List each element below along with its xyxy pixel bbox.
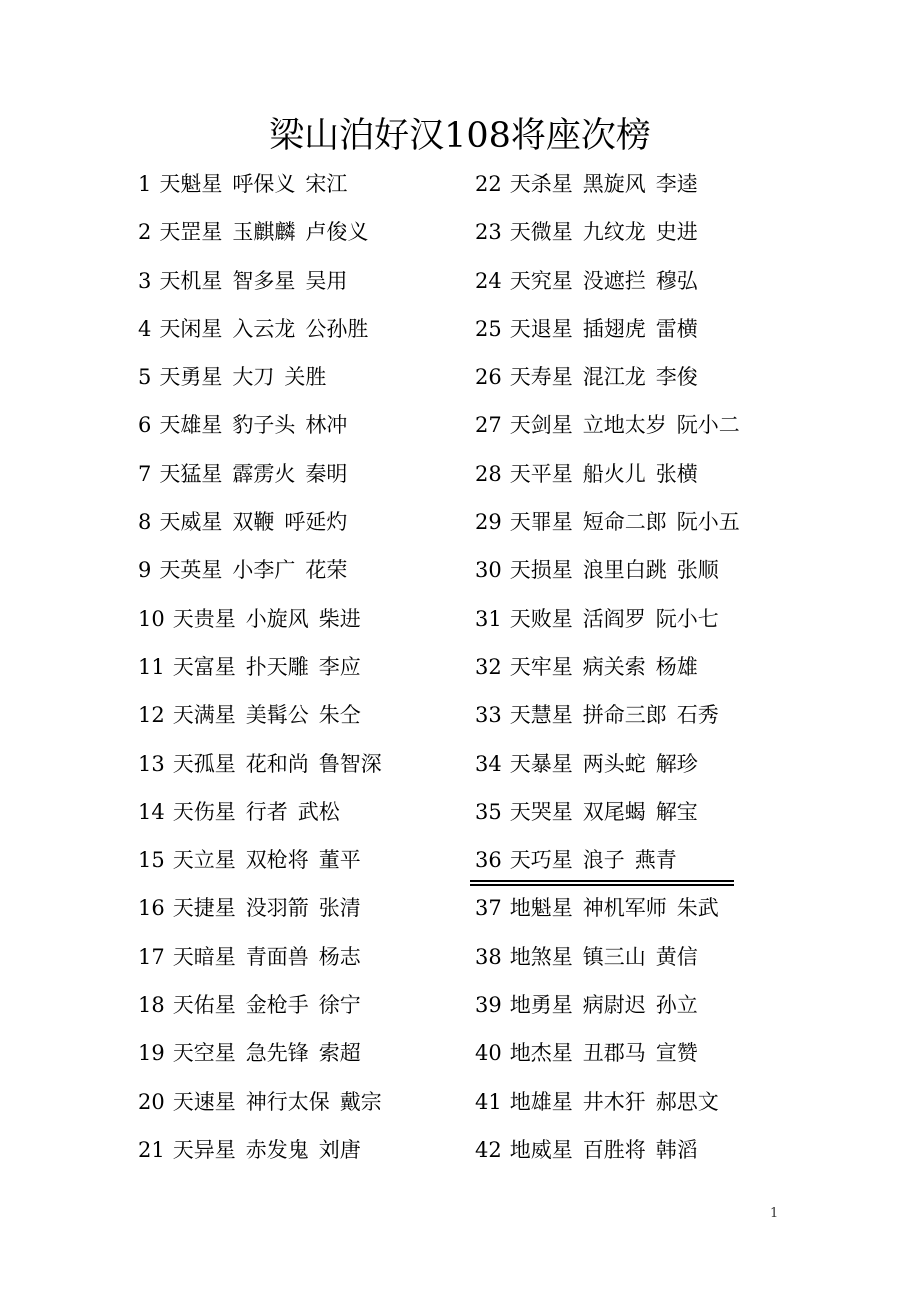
hero-entry <box>475 257 740 305</box>
hero-name: 史进 <box>655 220 698 245</box>
hero-rank: 21 <box>138 1137 165 1162</box>
hero-rank: 28 <box>475 461 502 486</box>
hero-entry <box>138 450 382 498</box>
hero-entry <box>138 643 382 691</box>
hero-name: 宣赞 <box>655 1041 698 1066</box>
hero-nickname: 浪里白跳 <box>582 558 667 583</box>
hero-name: 朱仝 <box>318 703 361 728</box>
hero-name: 呼延灼 <box>284 510 348 535</box>
hero-rank: 19 <box>138 1041 165 1066</box>
hero-name: 朱武 <box>676 896 719 921</box>
hero-rank: 27 <box>475 413 502 438</box>
hero-nickname: 镇三山 <box>582 944 646 969</box>
hero-rank: 17 <box>138 944 165 969</box>
hero-entry <box>138 836 382 884</box>
hero-entry <box>475 933 740 981</box>
hero-entry <box>138 305 382 353</box>
hero-star-title: 天伤星 <box>172 799 236 824</box>
hero-star-title: 天败星 <box>509 606 573 631</box>
hero-entry <box>475 208 740 256</box>
hero-nickname: 神机军师 <box>582 896 667 921</box>
hero-rank: 39 <box>475 993 502 1018</box>
hero-entry <box>475 353 740 401</box>
hero-rank: 9 <box>138 558 152 583</box>
hero-entry <box>475 401 740 449</box>
hero-entry <box>475 160 740 208</box>
hero-rank: 33 <box>475 703 502 728</box>
hero-star-title: 天雄星 <box>159 413 223 438</box>
hero-rank: 35 <box>475 799 502 824</box>
hero-name: 刘唐 <box>318 1137 361 1162</box>
hero-rank: 6 <box>138 413 152 438</box>
hero-nickname: 没遮拦 <box>582 268 646 293</box>
hero-name: 武松 <box>297 799 340 824</box>
hero-nickname: 神行太保 <box>245 1089 330 1114</box>
hero-nickname: 花和尚 <box>245 751 309 776</box>
hero-rank: 34 <box>475 751 502 776</box>
hero-rank: 32 <box>475 654 502 679</box>
hero-rank: 2 <box>138 220 152 245</box>
left-column <box>138 160 382 1174</box>
hero-star-title: 天退星 <box>509 316 573 341</box>
hero-entry <box>475 788 740 836</box>
hero-star-title: 天微星 <box>509 220 573 245</box>
hero-star-title: 天捷星 <box>172 896 236 921</box>
hero-rank: 26 <box>475 365 502 390</box>
hero-nickname: 豹子头 <box>232 413 296 438</box>
hero-name: 黄信 <box>655 944 698 969</box>
hero-star-title: 地勇星 <box>509 993 573 1018</box>
hero-name: 李应 <box>318 654 361 679</box>
hero-entry <box>475 836 740 884</box>
hero-rank: 18 <box>138 993 165 1018</box>
hero-nickname: 双尾蝎 <box>582 799 646 824</box>
hero-rank: 15 <box>138 848 165 873</box>
hero-star-title: 天平星 <box>509 461 573 486</box>
hero-name: 杨志 <box>318 944 361 969</box>
hero-star-title: 天富星 <box>172 654 236 679</box>
hero-nickname: 立地太岁 <box>582 413 667 438</box>
hero-nickname: 病尉迟 <box>582 993 646 1018</box>
hero-nickname: 九纹龙 <box>582 220 646 245</box>
hero-entry <box>475 691 740 739</box>
hero-rank: 5 <box>138 365 152 390</box>
hero-star-title: 天猛星 <box>159 461 223 486</box>
hero-entry <box>138 740 382 788</box>
hero-rank: 20 <box>138 1089 165 1114</box>
hero-star-title: 天寿星 <box>509 365 573 390</box>
hero-entry <box>138 595 382 643</box>
hero-rank: 4 <box>138 316 152 341</box>
hero-rank: 31 <box>475 606 502 631</box>
hero-entry <box>475 498 740 546</box>
hero-name: 卢俊义 <box>305 220 369 245</box>
hero-entry <box>475 595 740 643</box>
hero-name: 林冲 <box>305 413 348 438</box>
hero-name: 徐宁 <box>318 993 361 1018</box>
hero-name: 秦明 <box>305 461 348 486</box>
hero-name: 鲁智深 <box>318 751 382 776</box>
hero-entry <box>138 981 382 1029</box>
hero-entry <box>138 257 382 305</box>
hero-entry <box>138 353 382 401</box>
hero-name: 董平 <box>318 848 361 873</box>
hero-rank: 14 <box>138 799 165 824</box>
hero-star-title: 天究星 <box>509 268 573 293</box>
hero-rank: 25 <box>475 316 502 341</box>
hero-entry <box>138 1078 382 1126</box>
hero-nickname: 活阎罗 <box>582 606 646 631</box>
hero-nickname: 小旋风 <box>245 606 309 631</box>
hero-entry <box>138 933 382 981</box>
hero-name: 柴进 <box>318 606 361 631</box>
hero-entry <box>475 981 740 1029</box>
hero-entry <box>138 160 382 208</box>
hero-rank: 22 <box>475 172 502 196</box>
hero-name: 索超 <box>318 1041 361 1066</box>
hero-entry <box>475 1029 740 1077</box>
hero-nickname: 病关索 <box>582 654 646 679</box>
hero-nickname: 插翅虎 <box>582 316 646 341</box>
hero-nickname: 浪子 <box>582 848 625 873</box>
hero-star-title: 天剑星 <box>509 413 573 438</box>
hero-name: 张横 <box>655 461 698 486</box>
hero-rank: 38 <box>475 944 502 969</box>
hero-name: 张清 <box>318 896 361 921</box>
hero-rank: 10 <box>138 606 165 631</box>
hero-entry <box>475 740 740 788</box>
hero-star-title: 天勇星 <box>159 365 223 390</box>
hero-nickname: 青面兽 <box>245 944 309 969</box>
hero-star-title: 天魁星 <box>159 172 223 196</box>
hero-nickname: 玉麒麟 <box>232 220 296 245</box>
hero-entry <box>138 691 382 739</box>
hero-rank: 13 <box>138 751 165 776</box>
hero-star-title: 地煞星 <box>509 944 573 969</box>
hero-star-title: 天佑星 <box>172 993 236 1018</box>
hero-rank: 23 <box>475 220 502 245</box>
hero-entry <box>138 546 382 594</box>
hero-star-title: 天机星 <box>159 268 223 293</box>
hero-name: 公孙胜 <box>305 316 369 341</box>
right-column <box>475 160 740 1174</box>
hero-entry <box>475 1126 740 1174</box>
hero-star-title: 地雄星 <box>509 1089 573 1114</box>
hero-nickname: 双枪将 <box>245 848 309 873</box>
hero-star-title: 天暗星 <box>172 944 236 969</box>
hero-star-title: 天慧星 <box>509 703 573 728</box>
hero-name: 孙立 <box>655 993 698 1018</box>
hero-star-title: 天罡星 <box>159 220 223 245</box>
hero-rank: 12 <box>138 703 165 728</box>
hero-entry <box>475 450 740 498</box>
hero-entry <box>138 884 382 932</box>
hero-nickname: 美髯公 <box>245 703 309 728</box>
hero-star-title: 地杰星 <box>509 1041 573 1066</box>
hero-nickname: 智多星 <box>232 268 296 293</box>
hero-entry <box>475 1078 740 1126</box>
hero-name: 吴用 <box>305 268 348 293</box>
hero-nickname: 霹雳火 <box>232 461 296 486</box>
hero-star-title: 地魁星 <box>509 896 573 921</box>
hero-nickname: 短命二郎 <box>582 510 667 535</box>
hero-rank: 1 <box>138 172 152 196</box>
hero-star-title: 天英星 <box>159 558 223 583</box>
hero-name: 张顺 <box>676 558 719 583</box>
page-title: 梁山泊好汉108将座次榜 <box>269 116 651 156</box>
hero-entry <box>475 305 740 353</box>
hero-star-title: 天杀星 <box>509 172 573 196</box>
hero-star-title: 天闲星 <box>159 316 223 341</box>
hero-name: 郝思文 <box>655 1089 719 1114</box>
hero-name: 阮小七 <box>655 606 719 631</box>
hero-rank: 30 <box>475 558 502 583</box>
hero-star-title: 天巧星 <box>509 848 573 873</box>
hero-name: 韩滔 <box>655 1137 698 1162</box>
hero-nickname: 急先锋 <box>245 1041 309 1066</box>
hero-nickname: 赤发鬼 <box>245 1137 309 1162</box>
hero-name: 阮小五 <box>676 510 740 535</box>
hero-entry <box>138 498 382 546</box>
hero-nickname: 井木犴 <box>582 1089 646 1114</box>
hero-star-title: 天威星 <box>159 510 223 535</box>
hero-rank: 41 <box>475 1089 502 1114</box>
section-divider <box>470 880 734 886</box>
hero-name: 解宝 <box>655 799 698 824</box>
hero-star-title: 天空星 <box>172 1041 236 1066</box>
hero-nickname: 百胜将 <box>582 1137 646 1162</box>
hero-nickname: 黑旋风 <box>582 172 646 196</box>
hero-name: 穆弘 <box>655 268 698 293</box>
hero-rank: 3 <box>138 268 152 293</box>
hero-name: 解珍 <box>655 751 698 776</box>
hero-rank: 16 <box>138 896 165 921</box>
hero-star-title: 天损星 <box>509 558 573 583</box>
hero-nickname: 扑天雕 <box>245 654 309 679</box>
hero-name: 关胜 <box>284 365 327 390</box>
hero-nickname: 船火儿 <box>582 461 646 486</box>
hero-rank: 42 <box>475 1137 502 1162</box>
hero-name: 李逵 <box>655 172 698 196</box>
hero-entry <box>138 401 382 449</box>
hero-entry <box>475 884 740 932</box>
hero-entry <box>138 1126 382 1174</box>
hero-nickname: 没羽箭 <box>245 896 309 921</box>
hero-star-title: 天立星 <box>172 848 236 873</box>
hero-name: 雷横 <box>655 316 698 341</box>
hero-entry <box>138 208 382 256</box>
hero-star-title: 天暴星 <box>509 751 573 776</box>
hero-rank: 7 <box>138 461 152 486</box>
hero-name: 杨雄 <box>655 654 698 679</box>
hero-rank: 11 <box>138 654 165 679</box>
hero-nickname: 大刀 <box>232 365 275 390</box>
hero-name: 李俊 <box>655 365 698 390</box>
hero-rank: 24 <box>475 268 502 293</box>
hero-nickname: 丑郡马 <box>582 1041 646 1066</box>
hero-rank: 37 <box>475 896 502 921</box>
hero-star-title: 天异星 <box>172 1137 236 1162</box>
hero-nickname: 两头蛇 <box>582 751 646 776</box>
hero-star-title: 天速星 <box>172 1089 236 1114</box>
hero-star-title: 天贵星 <box>172 606 236 631</box>
hero-entry <box>475 546 740 594</box>
hero-nickname: 小李广 <box>232 558 296 583</box>
hero-nickname: 金枪手 <box>245 993 309 1018</box>
hero-star-title: 天牢星 <box>509 654 573 679</box>
hero-star-title: 天哭星 <box>509 799 573 824</box>
hero-nickname: 双鞭 <box>232 510 275 535</box>
hero-nickname: 混江龙 <box>582 365 646 390</box>
hero-rank: 36 <box>475 848 502 873</box>
hero-entry <box>475 643 740 691</box>
hero-star-title: 天罪星 <box>509 510 573 535</box>
hero-name: 戴宗 <box>339 1089 382 1114</box>
hero-entry <box>138 1029 382 1077</box>
hero-name: 燕青 <box>634 848 677 873</box>
hero-nickname: 入云龙 <box>232 316 296 341</box>
page-number: 1 <box>770 1206 779 1221</box>
hero-name: 花荣 <box>305 558 348 583</box>
hero-entry <box>138 788 382 836</box>
hero-rank: 29 <box>475 510 502 535</box>
hero-rank: 40 <box>475 1041 502 1066</box>
hero-name: 宋江 <box>305 172 348 196</box>
hero-name: 石秀 <box>676 703 719 728</box>
hero-name: 阮小二 <box>676 413 740 438</box>
hero-star-title: 天孤星 <box>172 751 236 776</box>
hero-nickname: 拼命三郎 <box>582 703 667 728</box>
hero-rank: 8 <box>138 510 152 535</box>
hero-nickname: 呼保义 <box>232 172 296 196</box>
hero-star-title: 地威星 <box>509 1137 573 1162</box>
hero-star-title: 天满星 <box>172 703 236 728</box>
hero-nickname: 行者 <box>245 799 288 824</box>
